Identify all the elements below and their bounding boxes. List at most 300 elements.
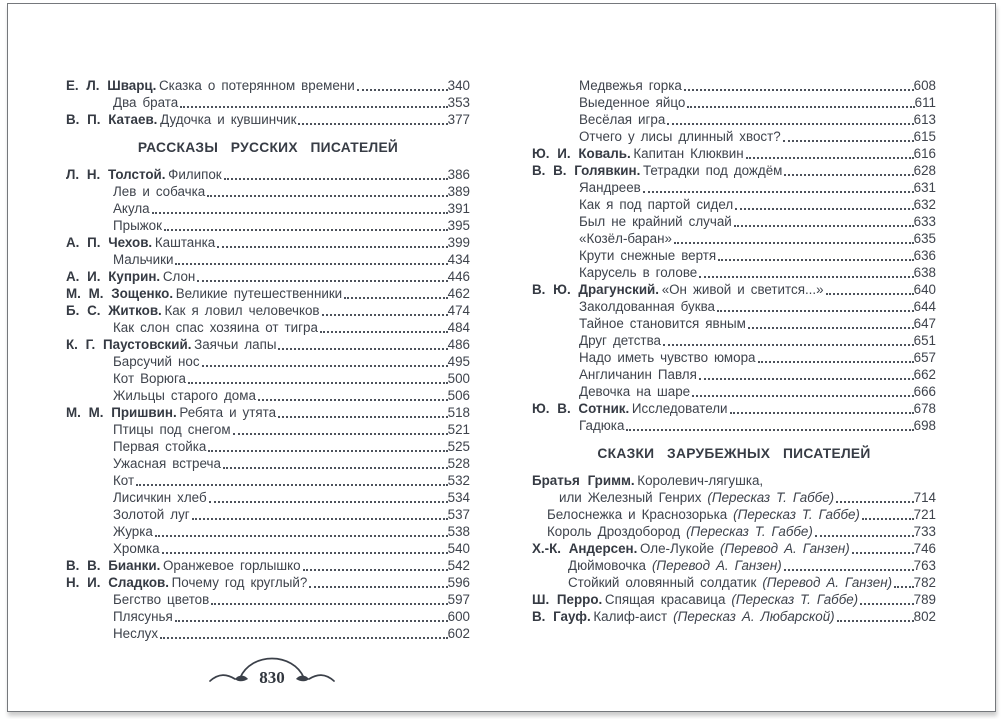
toc-entry [532, 591, 936, 608]
work-title: Как я под партой сидел [579, 197, 734, 212]
work-title: Плясунья [113, 609, 173, 624]
work-title: Оле-Лукойе [640, 541, 715, 556]
toc-entry-text [579, 111, 665, 128]
toc-entry [66, 302, 470, 319]
toc-entry [66, 591, 470, 608]
toc-entry-text [113, 608, 173, 625]
dot-leader [684, 89, 914, 91]
toc-entry-text [579, 213, 732, 230]
toc-entry [532, 332, 936, 349]
toc-entry-text [579, 94, 685, 111]
page-ref: 399 [447, 235, 470, 250]
work-title: Друг детства [579, 333, 661, 348]
toc-entry [66, 455, 470, 472]
dot-leader [278, 416, 448, 418]
toc-entry [66, 285, 470, 302]
dot-leader [783, 140, 914, 142]
dot-leader [862, 518, 914, 520]
work-title: Спящая красавица [604, 592, 726, 607]
toc-entry [532, 557, 936, 574]
work-title: Королевич-лягушка, [637, 473, 764, 488]
author-name: М. М. Зощенко. [66, 286, 174, 301]
work-title: «Козёл-баран» [579, 231, 672, 246]
author-name: А. И. Куприн. [66, 269, 161, 284]
translator-note: (Пересказ Т. Габбе) [733, 507, 860, 522]
work-title: Надо иметь чувство юмора [579, 350, 756, 365]
toc-entry-text [579, 128, 781, 145]
toc-entry [532, 230, 936, 247]
toc-entry [532, 264, 936, 281]
work-title: Крути снежные вертя [579, 248, 717, 263]
work-title: Англичанин Павля [579, 367, 697, 382]
work-title: Капитан Клюквин [633, 146, 744, 161]
toc-entry [66, 353, 470, 370]
work-title: Тайное становится явным [579, 316, 746, 331]
page-ref: 534 [447, 490, 470, 505]
work-title: Заячьи лапы [194, 337, 277, 352]
dot-leader [209, 501, 448, 503]
page-ref: 434 [447, 252, 470, 267]
flourish-icon [206, 648, 338, 690]
toc-entry-text [579, 417, 624, 434]
toc-entry-text [532, 591, 858, 608]
toc-entry [66, 111, 470, 128]
author-name: Н. И. Сладков. [66, 575, 169, 590]
toc-entry [66, 251, 470, 268]
dot-leader [303, 569, 448, 571]
toc-entry [532, 179, 936, 196]
page-ref: 632 [913, 197, 936, 212]
dot-leader [852, 552, 914, 554]
toc-entry-text [66, 166, 222, 183]
work-title: Исследователи [631, 401, 728, 416]
toc-entry [532, 145, 936, 162]
toc-entry [66, 217, 470, 234]
work-title: Бегство цветов [113, 592, 210, 607]
page-ref: 538 [447, 524, 470, 539]
work-title: Акула [113, 201, 150, 216]
page-ref: 395 [447, 218, 470, 233]
toc-entry-text [113, 438, 206, 455]
toc-entry [66, 421, 470, 438]
dot-leader [746, 157, 914, 159]
work-title: Филипок [168, 167, 222, 182]
translator-note: (Пересказ Т. Габбе) [707, 490, 835, 505]
work-title: Оранжевое горлышко [162, 558, 301, 573]
author-name: В. Гауф. [532, 609, 591, 624]
toc-entry [66, 336, 470, 353]
toc-entry [66, 183, 470, 200]
dot-leader [357, 89, 448, 91]
dot-leader [208, 450, 447, 452]
toc-entry-text [113, 421, 231, 438]
toc-entry-text [66, 336, 276, 353]
toc-entry-text [66, 404, 276, 421]
toc-entry [66, 438, 470, 455]
dot-leader [735, 208, 914, 210]
toc-entry-text [113, 387, 256, 404]
page-ref: 763 [913, 558, 936, 573]
toc-entry [532, 111, 936, 128]
translator-note: (Пересказ Т. Габбе) [731, 592, 859, 607]
toc-entry-text [579, 349, 756, 366]
toc-entry [66, 319, 470, 336]
toc-entry-text [547, 523, 813, 540]
page-ref: 602 [447, 626, 470, 641]
toc-entry [66, 200, 470, 217]
dot-leader [309, 586, 447, 588]
page-ref: 644 [913, 299, 936, 314]
toc-entry-text [532, 540, 850, 557]
page-ref: 631 [913, 180, 936, 195]
page-ref: 389 [447, 184, 470, 199]
toc-entry [66, 94, 470, 111]
toc-entry [532, 472, 936, 489]
page-ref: 678 [913, 401, 936, 416]
work-title: Сказка о потерянном времени [159, 78, 355, 93]
page-ref: 613 [913, 112, 936, 127]
toc-entry [532, 94, 936, 111]
table-of-contents [66, 77, 936, 642]
toc-entry [532, 489, 936, 506]
translator-note: (Перевод А. Ганзен) [762, 575, 893, 590]
toc-entry-text [579, 77, 682, 94]
author-name: Ю. В. Сотник. [532, 401, 630, 416]
toc-entry-text [579, 179, 641, 196]
dot-leader [836, 501, 914, 503]
toc-entry-text [568, 557, 782, 574]
toc-entry-text [532, 281, 824, 298]
toc-entry [532, 298, 936, 315]
toc-entry [66, 166, 470, 183]
toc-entry [66, 557, 470, 574]
toc-entry-text [66, 234, 215, 251]
page-ref: 528 [447, 456, 470, 471]
page-ref: 340 [447, 78, 470, 93]
page-ref: 636 [913, 248, 936, 263]
toc-entry [532, 196, 936, 213]
toc-entry-text [113, 506, 190, 523]
toc-entry [532, 383, 936, 400]
dot-leader [784, 174, 913, 176]
dot-leader [860, 603, 914, 605]
work-title: Заколдованная буква [579, 299, 716, 314]
work-title: Лев и собачка [113, 184, 206, 199]
dot-leader [155, 535, 448, 537]
dot-leader [784, 569, 914, 571]
page-ref: 635 [913, 231, 936, 246]
toc-entry-text [113, 540, 160, 557]
dot-leader [718, 259, 913, 261]
translator-note: (Пересказ Т. Габбе) [686, 524, 813, 539]
toc-entry [532, 608, 936, 625]
page-ref: 608 [913, 78, 936, 93]
page-ref: 789 [913, 592, 936, 607]
work-title: Птицы под снегом [113, 422, 231, 437]
toc-entry-text [547, 506, 860, 523]
page-ref: 651 [913, 333, 936, 348]
page-ref: 714 [913, 490, 936, 505]
translator-note: (Пересказ А. Любарской) [673, 609, 835, 624]
dot-leader [626, 429, 913, 431]
toc-entry [66, 370, 470, 387]
toc-entry [532, 417, 936, 434]
toc-entry [66, 77, 470, 94]
work-title: Хромка [113, 541, 160, 556]
dot-leader [699, 276, 913, 278]
work-title: Первая стойка [113, 439, 207, 454]
author-name: В. Ю. Драгунский. [532, 282, 660, 297]
toc-entry-text [113, 200, 150, 217]
toc-entry [532, 540, 936, 557]
page-ref: 746 [913, 541, 936, 556]
toc-entry [532, 281, 936, 298]
toc-entry [66, 472, 470, 489]
toc-entry-text [66, 77, 355, 94]
work-title: Прыжок [113, 218, 162, 233]
toc-entry-text [579, 366, 697, 383]
page-ref: 537 [447, 507, 470, 522]
folio-ornament [206, 648, 338, 690]
work-title: Великие путешественники [175, 286, 343, 301]
page-ref: 802 [913, 609, 936, 624]
toc-entry [532, 366, 936, 383]
work-title: Король Дроздобород [547, 524, 681, 539]
translator-note: (Перевод А. Ганзен) [651, 558, 782, 573]
work-title: Был не крайний случай [579, 214, 732, 229]
toc-entry-text [113, 455, 221, 472]
work-title: Весёлая игра [579, 112, 666, 127]
page-ref: 518 [447, 405, 470, 420]
toc-entry-text [113, 370, 186, 387]
dot-leader [894, 586, 914, 588]
page-ref: 540 [447, 541, 470, 556]
dot-leader [643, 191, 914, 193]
work-title: Золотой луг [113, 507, 190, 522]
dot-leader [197, 280, 447, 282]
author-name: В. П. Катаев. [66, 112, 158, 127]
dot-leader [258, 399, 448, 401]
toc-entry-text [579, 247, 716, 264]
page-ref: 640 [913, 282, 936, 297]
page-ref: 600 [447, 609, 470, 624]
dot-leader [180, 106, 447, 108]
toc-entry [66, 404, 470, 421]
toc-entry-text [532, 472, 763, 489]
toc-entry [66, 523, 470, 540]
toc-entry-text [66, 268, 195, 285]
toc-entry [66, 608, 470, 625]
dot-leader [826, 293, 914, 295]
page-ref: 532 [447, 473, 470, 488]
toc-entry-text [579, 383, 690, 400]
dot-leader [758, 361, 914, 363]
dot-leader [699, 378, 914, 380]
dot-leader [211, 603, 447, 605]
toc-entry-text [532, 145, 744, 162]
toc-entry-text [113, 591, 209, 608]
page-ref: 474 [447, 303, 470, 318]
work-title: Кот Ворюга [113, 371, 186, 386]
work-title: Белоснежка и Краснозорька [547, 507, 728, 522]
toc-entry [66, 489, 470, 506]
toc-entry [66, 234, 470, 251]
page-ref: 521 [447, 422, 470, 437]
toc-entry-text [113, 183, 205, 200]
page-ref: 733 [913, 524, 936, 539]
work-title: Стойкий оловянный солдатик [568, 575, 757, 590]
dot-leader [344, 297, 447, 299]
toc-entry [532, 506, 936, 523]
toc-entry-text [66, 285, 342, 302]
work-title: Кот [113, 473, 135, 488]
page-ref: 596 [447, 575, 470, 590]
work-title: Калиф-аист [593, 609, 668, 624]
page-ref: 542 [447, 558, 470, 573]
toc-entry [66, 540, 470, 557]
dot-leader [223, 467, 448, 469]
toc-entry-text [579, 230, 672, 247]
toc-entry [532, 574, 936, 591]
toc-entry [66, 574, 470, 591]
toc-entry-text [113, 251, 173, 268]
toc-entry-text [66, 557, 301, 574]
work-title: Каштанка [154, 235, 216, 250]
page-ref: 446 [447, 269, 470, 284]
work-title: Почему год круглый? [171, 575, 308, 590]
toc-entry-text [113, 353, 200, 370]
translator-note: (Перевод А. Ганзен) [720, 541, 850, 556]
page-ref: 638 [913, 265, 936, 280]
dot-leader [175, 620, 448, 622]
dot-leader [188, 382, 448, 384]
dot-leader [192, 518, 448, 520]
dot-leader [217, 246, 447, 248]
dot-leader [175, 263, 447, 265]
dot-leader [748, 327, 914, 329]
toc-entry [532, 247, 936, 264]
page-ref: 462 [447, 286, 470, 301]
work-title: Тетрадки под дождём [643, 163, 783, 178]
dot-leader [162, 552, 448, 554]
author-name: М. М. Пришвин. [66, 405, 177, 420]
toc-entry-text [113, 472, 134, 489]
dot-leader [837, 620, 914, 622]
author-name: Е. Л. Шварц. [66, 78, 157, 93]
work-title: Барсучий нос [113, 354, 200, 369]
toc-entry [66, 625, 470, 642]
work-title: Отчего у лисы длинный хвост? [579, 129, 781, 144]
work-title: Как я ловил человечков [164, 303, 320, 318]
page-ref: 633 [913, 214, 936, 229]
author-name: В. В. Голявкин. [532, 163, 641, 178]
toc-entry-text [66, 574, 307, 591]
page-ref: 486 [447, 337, 470, 352]
page-ref: 377 [447, 112, 470, 127]
work-title: Медвежья горка [579, 78, 682, 93]
dot-leader [734, 225, 914, 227]
toc-entry [532, 213, 936, 230]
work-title: «Он живой и светится...» [661, 282, 824, 297]
page-ref: 782 [913, 575, 936, 590]
dot-leader [298, 123, 447, 125]
dot-leader [674, 242, 914, 244]
toc-entry-text [113, 523, 153, 540]
toc-column-left [66, 77, 470, 642]
page-number: 830 [259, 668, 285, 687]
work-title: Журка [113, 524, 153, 539]
author-name: В. В. Бианки. [66, 558, 161, 573]
work-title: Карусель в голове [579, 265, 698, 280]
work-title: Ужасная встреча [113, 456, 221, 471]
toc-entry-text [579, 264, 697, 281]
dot-leader [663, 344, 914, 346]
page-ref: 500 [447, 371, 470, 386]
work-title: Лисичкин хлеб [113, 490, 207, 505]
dot-leader [730, 412, 914, 414]
author-name: Братья Гримм. [532, 473, 635, 488]
toc-entry-text [113, 94, 178, 111]
dot-leader [224, 178, 448, 180]
author-name: Ш. Перро. [532, 592, 603, 607]
page-ref: 615 [913, 129, 936, 144]
toc-entry [532, 128, 936, 145]
page-ref: 666 [913, 384, 936, 399]
page-ref: 506 [447, 388, 470, 403]
toc-entry-text [113, 319, 318, 336]
work-title: Слон [162, 269, 196, 284]
toc-entry-text [66, 302, 320, 319]
toc-entry [532, 162, 936, 179]
work-title: Ребята и утята [179, 405, 277, 420]
page-ref: 616 [913, 146, 936, 161]
page-ref: 698 [913, 418, 936, 433]
toc-entry [532, 400, 936, 417]
work-title: или Железный Генрих [559, 490, 702, 505]
dot-leader [164, 229, 448, 231]
toc-entry [532, 315, 936, 332]
toc-entry-text [579, 332, 661, 349]
dot-leader [278, 348, 447, 350]
page-ref: 662 [913, 367, 936, 382]
page-ref: 495 [447, 354, 470, 369]
dot-leader [207, 195, 447, 197]
dot-leader [136, 484, 448, 486]
dot-leader [152, 212, 448, 214]
work-title: Мальчики [113, 252, 174, 267]
work-title: Яандреев [579, 180, 641, 195]
author-name: Л. Н. Толстой. [66, 167, 166, 182]
author-name: Х.-К. Андерсен. [532, 541, 638, 556]
toc-entry [532, 77, 936, 94]
author-name: Б. С. Житков. [66, 303, 162, 318]
book-page [7, 3, 996, 712]
dot-leader [160, 637, 448, 639]
toc-entry [66, 387, 470, 404]
dot-leader [202, 365, 448, 367]
work-title: Дудочка и кувшинчик [160, 112, 297, 127]
toc-entry [66, 268, 470, 285]
author-name: А. П. Чехов. [66, 235, 153, 250]
page-ref: 647 [913, 316, 936, 331]
page-ref: 386 [447, 167, 470, 182]
page-ref: 484 [447, 320, 470, 335]
toc-entry-text [113, 489, 207, 506]
dot-leader [692, 395, 914, 397]
toc-entry-text [113, 625, 158, 642]
work-title: Дюймовочка [568, 558, 646, 573]
dot-leader [667, 123, 913, 125]
